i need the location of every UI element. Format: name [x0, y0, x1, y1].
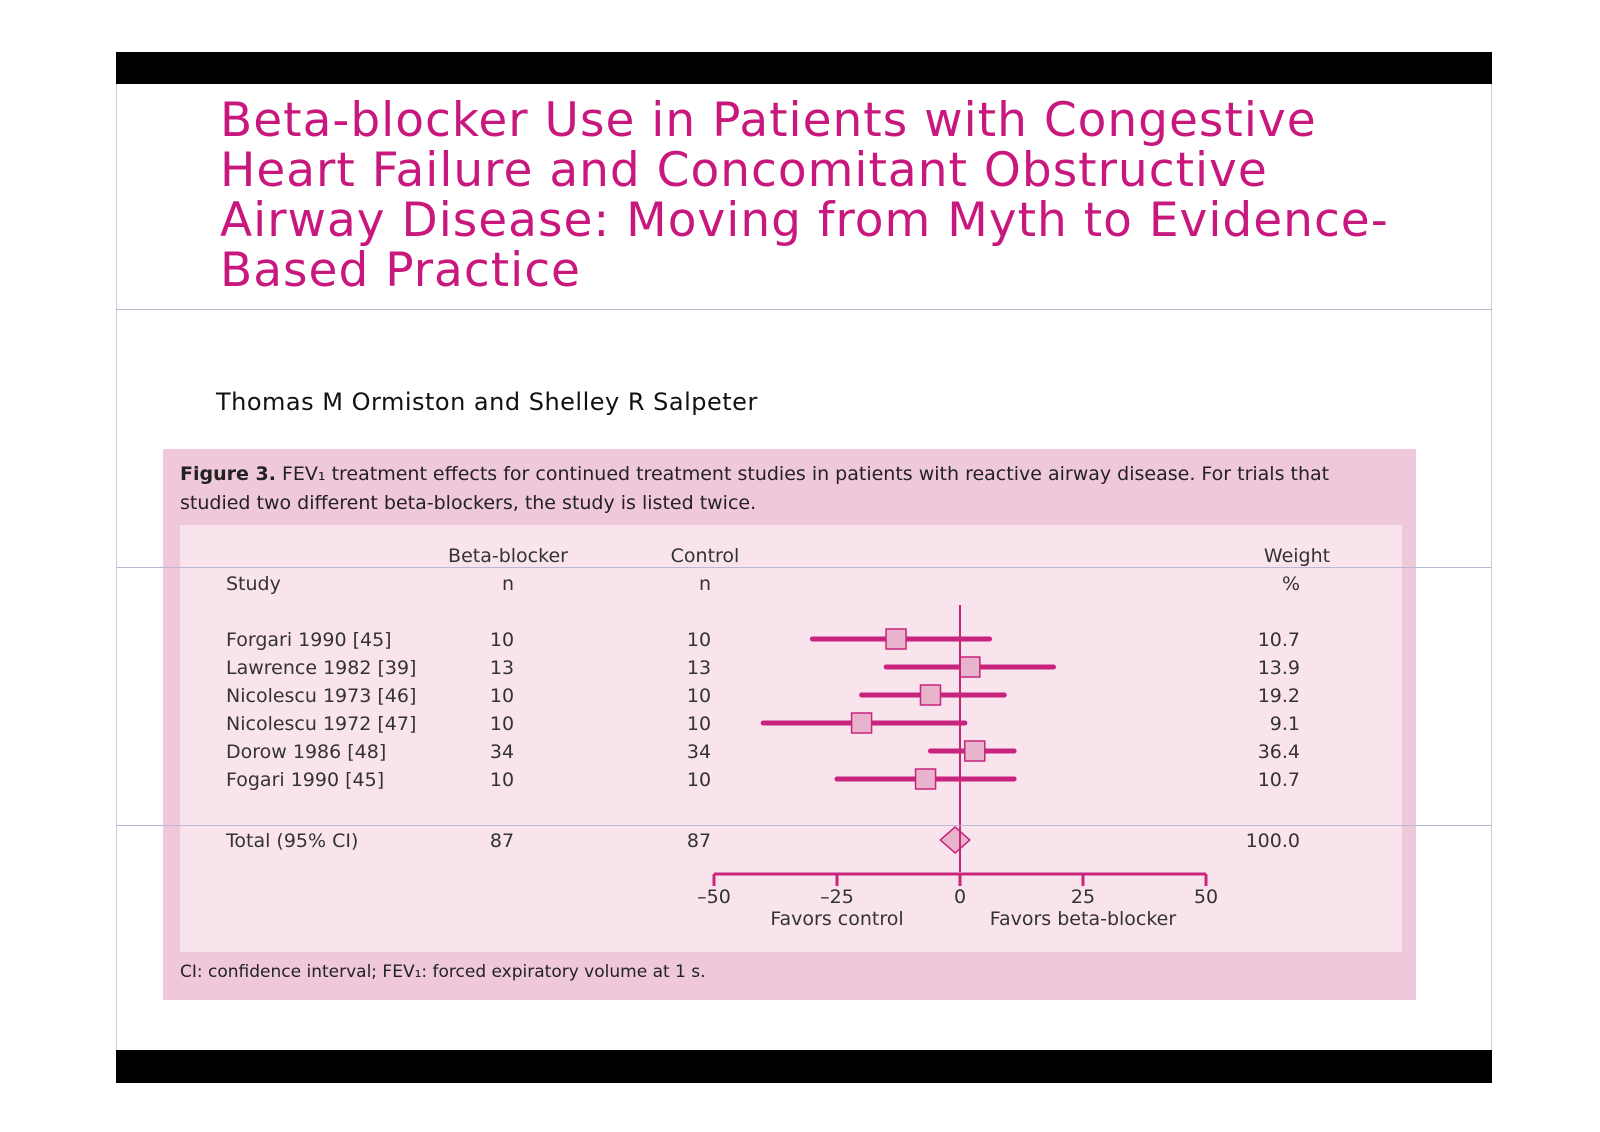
figure-label: Figure 3. — [180, 463, 276, 485]
divider-line — [116, 567, 1492, 568]
header-study: Study — [226, 573, 281, 595]
favors-beta-blocker-label: Favors beta-blocker — [989, 908, 1177, 930]
point-estimate-box — [852, 713, 872, 733]
control-n: 34 — [686, 741, 712, 763]
header-beta-blocker: Beta-blocker — [448, 545, 568, 567]
weight-value: 19.2 — [1257, 685, 1300, 707]
point-estimate-box — [916, 769, 936, 789]
study-name: Dorow 1986 [48] — [226, 741, 387, 763]
beta-blocker-n: 10 — [489, 685, 515, 707]
weight-value: 100.0 — [1245, 830, 1300, 852]
beta-blocker-n: 34 — [489, 741, 515, 763]
favors-control-label: Favors control — [770, 908, 904, 930]
beta-blocker-n: 10 — [489, 769, 515, 791]
x-tick-label: 0 — [953, 886, 967, 908]
point-estimate-box — [886, 629, 906, 649]
study-name: Nicolescu 1972 [47] — [226, 713, 417, 735]
header-control-n: n — [698, 573, 712, 595]
study-rows — [225, 629, 1300, 853]
beta-blocker-n: 13 — [489, 657, 515, 679]
figure-footnote: CI: confidence interval; FEV₁: forced expiratory volume at 1 s. — [180, 962, 706, 982]
control-n: 10 — [686, 713, 712, 735]
header-beta-blocker-n: n — [501, 573, 515, 595]
weight-value: 10.7 — [1257, 629, 1300, 651]
divider-line — [116, 309, 1492, 310]
pooled-estimate-diamond — [940, 827, 970, 853]
control-n: 10 — [686, 629, 712, 651]
control-n: 10 — [686, 769, 712, 791]
study-name: Forgari 1990 [45] — [226, 629, 392, 651]
x-tick-label: –50 — [697, 886, 731, 908]
figure-caption-text: FEV₁ treatment effects for continued treatment studies in patients with reactive airway disease. For trials that studied two different beta-blockers, the study is listed twice. — [180, 463, 1330, 514]
authors: Thomas M Ormiston and Shelley R Salpeter — [216, 388, 758, 416]
control-n: 87 — [686, 830, 712, 852]
study-name: Nicolescu 1973 [46] — [226, 685, 417, 707]
study-name: Lawrence 1982 [39] — [226, 657, 417, 679]
x-axis — [697, 605, 1218, 908]
study-name: Fogari 1990 [45] — [226, 769, 385, 791]
divider-line — [116, 825, 1492, 826]
control-n: 13 — [686, 657, 712, 679]
beta-blocker-n: 87 — [489, 830, 515, 852]
total-label: Total (95% CI) — [226, 830, 359, 852]
point-estimate-box — [960, 657, 980, 677]
point-estimate-box — [920, 685, 940, 705]
x-tick-label: –25 — [820, 886, 854, 908]
weight-value: 9.1 — [1269, 713, 1300, 735]
weight-value: 10.7 — [1257, 769, 1300, 791]
weight-value: 36.4 — [1257, 741, 1300, 763]
x-tick-label: 50 — [1193, 886, 1219, 908]
control-n: 10 — [686, 685, 712, 707]
header-weight: Weight — [1263, 545, 1331, 567]
point-estimate-box — [965, 741, 985, 761]
bottom-black-bar — [116, 1050, 1492, 1083]
header-weight-unit: % — [1281, 573, 1301, 595]
paper-title: Beta-blocker Use in Patients with Congestive Heart Failure and Concomitant Obstructive Airway Disease: Moving from Myth to Evidence-Based Practice — [220, 93, 1389, 298]
beta-blocker-n: 10 — [489, 713, 515, 735]
x-tick-label: 25 — [1070, 886, 1096, 908]
beta-blocker-n: 10 — [489, 629, 515, 651]
header-control: Control — [670, 545, 740, 567]
weight-value: 13.9 — [1257, 657, 1300, 679]
